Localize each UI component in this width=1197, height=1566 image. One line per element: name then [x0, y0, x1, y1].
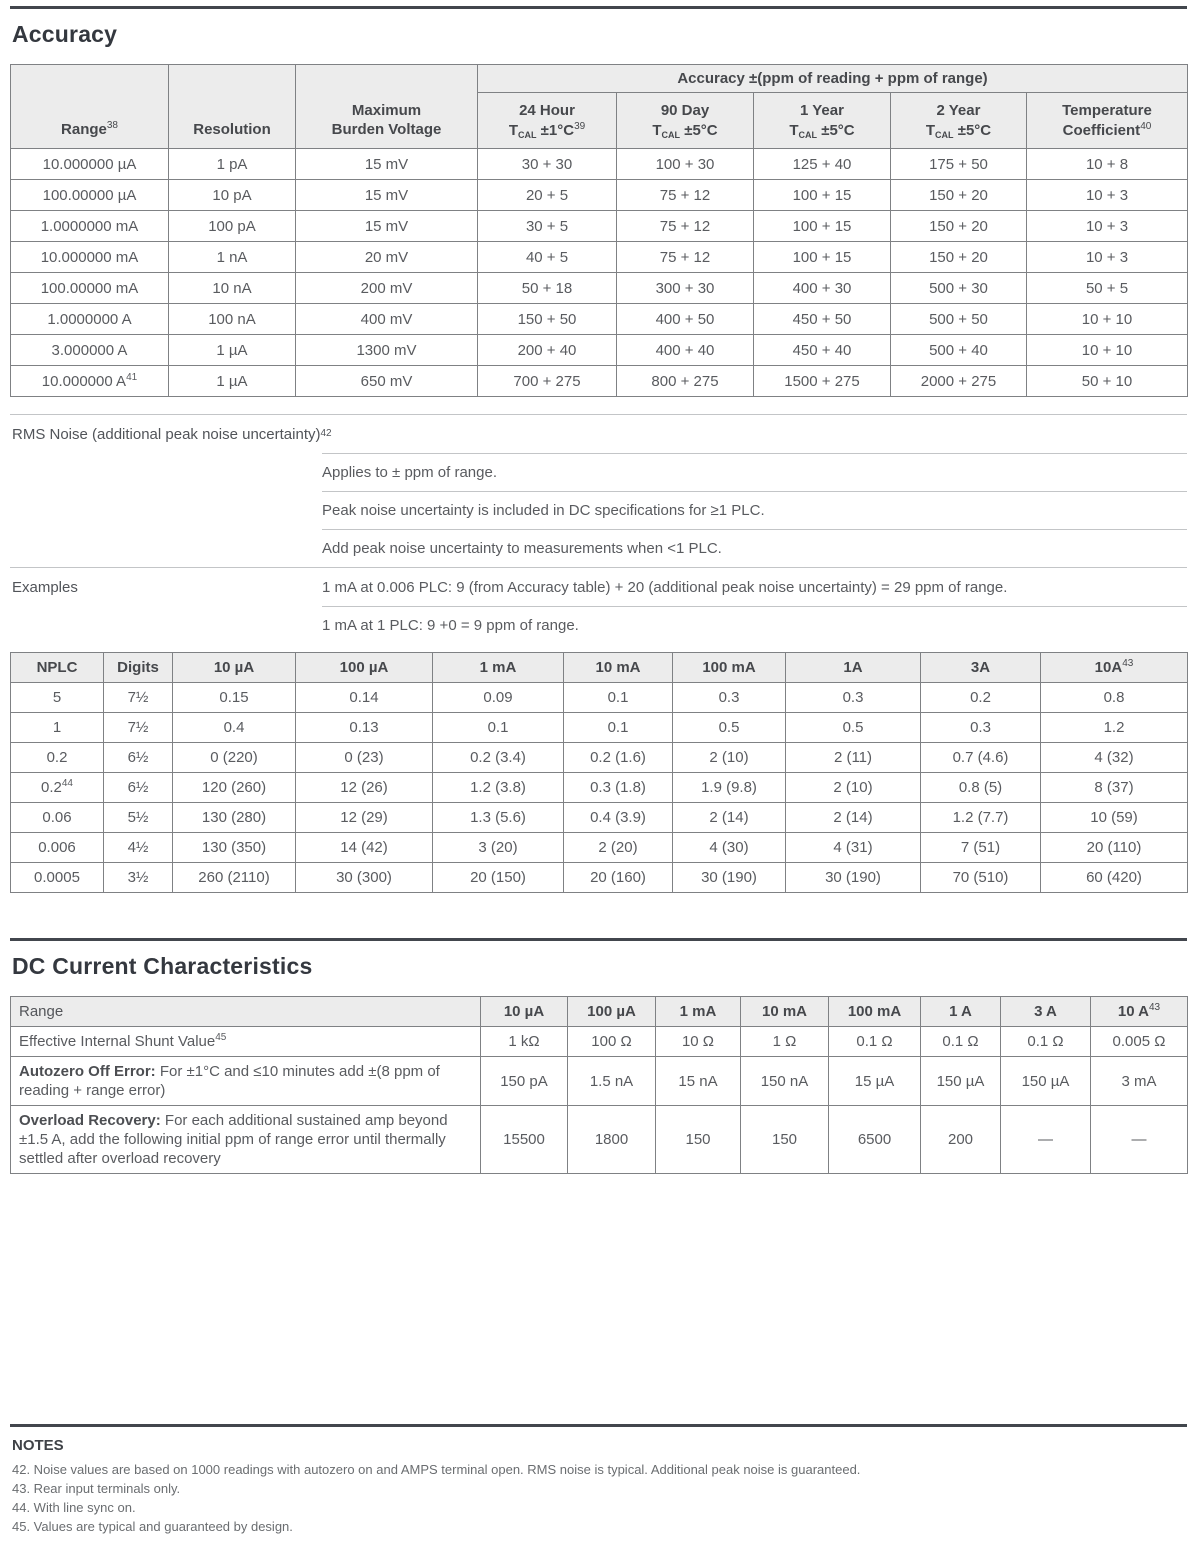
rms-noise-section	[10, 414, 1187, 644]
table-cell: 0.8	[1041, 683, 1188, 713]
table-cell: 150	[656, 1106, 741, 1174]
examples-label	[10, 606, 322, 644]
table-cell: 0.2 (1.6)	[564, 743, 673, 773]
table-cell: 15 µA	[829, 1057, 921, 1106]
table-cell: 3.000000 A	[11, 335, 169, 366]
table-cell: 100 Ω	[568, 1027, 656, 1057]
note-line: 44. With line sync on.	[12, 1500, 136, 1516]
table-cell: 400 mV	[296, 304, 478, 335]
table-cell: 200	[921, 1106, 1001, 1174]
table-cell: 2 (14)	[673, 803, 786, 833]
table-cell: 5	[11, 683, 104, 713]
table-cell: 500 + 50	[891, 304, 1027, 335]
column-header: 100 µA	[296, 653, 433, 683]
rms-row-label	[10, 491, 322, 529]
table-cell: 0.1	[564, 683, 673, 713]
table-cell: 8 (37)	[1041, 773, 1188, 803]
table-cell: 500 + 40	[891, 335, 1027, 366]
table-cell: 150 µA	[921, 1057, 1001, 1106]
table-cell: 150	[741, 1106, 829, 1174]
column-header: 2 Year $T_{CAL} \pm 5^\circ C$	[891, 93, 1027, 149]
table-cell: 0 (220)	[173, 743, 296, 773]
table-cell: 260 (2110)	[173, 863, 296, 893]
rms-row-text: Add peak noise uncertainty to measurements when <1 PLC.	[322, 529, 1187, 567]
example-text: 1 mA at 0.006 PLC: 9 (from Accuracy table) + 20 (additional peak noise uncertainty) = 29 ppm of range.	[322, 578, 1008, 596]
table-cell: 2 (20)	[564, 833, 673, 863]
table-cell: 12 (26)	[296, 773, 433, 803]
table-row	[11, 242, 1188, 273]
table-cell: 10 + 10	[1027, 335, 1188, 366]
table-cell: 150 + 50	[478, 304, 617, 335]
table-row	[11, 180, 1188, 211]
table-cell: 0.06	[11, 803, 104, 833]
table-row	[11, 335, 1188, 366]
table-cell: 4 (31)	[786, 833, 921, 863]
table-cell: 10 (59)	[1041, 803, 1188, 833]
table-cell: 100 + 30	[617, 149, 754, 180]
table-cell: 400 + 30	[754, 273, 891, 304]
table-cell: 700 + 275	[478, 366, 617, 397]
table-cell: 10 + 8	[1027, 149, 1188, 180]
examples-row	[10, 606, 1187, 644]
table-cell: 1 pA	[169, 149, 296, 180]
dc-section-title: DC Current Characteristics	[12, 953, 313, 979]
table-cell: 70 (510)	[921, 863, 1041, 893]
table-cell: 650 mV	[296, 366, 478, 397]
table-cell: 10 pA	[169, 180, 296, 211]
table-cell: 15500	[481, 1106, 568, 1174]
table-cell: 30 (190)	[786, 863, 921, 893]
table-cell: 0.1 Ω	[829, 1027, 921, 1057]
note-line: 42. Noise values are based on 1000 readings with autozero on and AMPS terminal open. RMS noise is typical. Additional peak noise is guaranteed.	[12, 1462, 861, 1478]
table-cell: 0.2	[11, 743, 104, 773]
table-cell: 150 + 20	[891, 242, 1027, 273]
table-row	[11, 1027, 1188, 1057]
table-cell: 150 + 20	[891, 211, 1027, 242]
column-header: 10 $A^{43}$	[1091, 997, 1188, 1027]
accuracy-table-body	[11, 149, 1188, 397]
table-cell: 2 (14)	[786, 803, 921, 833]
table-cell: 300 + 30	[617, 273, 754, 304]
table-cell: 50 + 5	[1027, 273, 1188, 304]
table-cell: 100.00000 mA	[11, 273, 169, 304]
column-header: Range	[11, 997, 481, 1027]
column-header: 10 mA	[564, 653, 673, 683]
table-cell: 0.13	[296, 713, 433, 743]
table-cell: 20 (150)	[433, 863, 564, 893]
table-cell: 15 mV	[296, 180, 478, 211]
table-cell: 0.1	[433, 713, 564, 743]
table-cell: 3 (20)	[433, 833, 564, 863]
table-cell: 100 + 15	[754, 242, 891, 273]
table-cell: 3½	[104, 863, 173, 893]
table-row	[11, 713, 1188, 743]
table-cell: 20 + 5	[478, 180, 617, 211]
table-cell: 1.5 nA	[568, 1057, 656, 1106]
table-cell: 100 nA	[169, 304, 296, 335]
section-divider	[10, 6, 1187, 9]
table-cell: 10 + 10	[1027, 304, 1188, 335]
table-cell: 10.000000 mA	[11, 242, 169, 273]
column-header: 3A	[921, 653, 1041, 683]
table-row	[11, 773, 1188, 803]
datasheet-page	[0, 6, 1197, 1536]
table-header-row	[11, 653, 1188, 683]
table-cell: 60 (420)	[1041, 863, 1188, 893]
table-row	[11, 1057, 1188, 1106]
table-row	[11, 304, 1188, 335]
table-cell: 7½	[104, 683, 173, 713]
table-cell: 100.00000 µA	[11, 180, 169, 211]
table-cell: 100 + 15	[754, 211, 891, 242]
table-cell: 10 Ω	[656, 1027, 741, 1057]
table-cell: Effective Internal Shunt Value$^{45}$	[11, 1027, 481, 1057]
rms-row-label	[10, 529, 322, 567]
table-cell: 6500	[829, 1106, 921, 1174]
table-cell: 75 + 12	[617, 211, 754, 242]
table-cell: 10.000000 $A^{41}$	[11, 366, 169, 397]
accuracy-table	[10, 64, 1188, 397]
table-cell: 1 µA	[169, 366, 296, 397]
table-cell: 0.15	[173, 683, 296, 713]
table-cell: 1.2	[1041, 713, 1188, 743]
examples-row	[10, 567, 1187, 606]
table-cell: 800 + 275	[617, 366, 754, 397]
rms-noise-title-row	[10, 414, 1187, 453]
table-cell: 1.2 (7.7)	[921, 803, 1041, 833]
rms-row-label	[10, 453, 322, 491]
table-cell: 1 nA	[169, 242, 296, 273]
table-cell: 30 + 30	[478, 149, 617, 180]
table-cell: 15 nA	[656, 1057, 741, 1106]
notes-title: NOTES	[12, 1437, 64, 1455]
table-cell: 175 + 50	[891, 149, 1027, 180]
table-cell: 50 + 18	[478, 273, 617, 304]
table-cell: 0.006	[11, 833, 104, 863]
table-cell: 12 (29)	[296, 803, 433, 833]
table-cell: 120 (260)	[173, 773, 296, 803]
table-cell: 10 + 3	[1027, 242, 1188, 273]
dc-current-table	[10, 996, 1188, 1174]
nplc-noise-table	[10, 652, 1188, 893]
table-cell: 10 + 3	[1027, 211, 1188, 242]
rms-row-text: Applies to ± ppm of range.	[322, 453, 1187, 491]
table-cell: Overload Recovery: For each additional sustained amp beyond ±1.5 A, add the following initial ppm of range error until thermally settled after overload recovery	[11, 1106, 481, 1174]
table-cell: 0.1 Ω	[1001, 1027, 1091, 1057]
note-line: 45. Values are typical and guaranteed by design.	[12, 1519, 293, 1535]
table-cell: 150 pA	[481, 1057, 568, 1106]
table-cell: 7 (51)	[921, 833, 1041, 863]
table-row	[11, 743, 1188, 773]
table-cell: 20 (110)	[1041, 833, 1188, 863]
dc-table-body	[11, 1027, 1188, 1174]
table-cell: 200 + 40	[478, 335, 617, 366]
table-cell: 4 (32)	[1041, 743, 1188, 773]
table-cell: 0.14	[296, 683, 433, 713]
table-cell: 400 + 40	[617, 335, 754, 366]
table-cell: 4½	[104, 833, 173, 863]
table-cell: 0.3	[921, 713, 1041, 743]
section-divider	[10, 1424, 1187, 1427]
table-cell: 14 (42)	[296, 833, 433, 863]
column-header: 1A	[786, 653, 921, 683]
table-cell: 1.9 (9.8)	[673, 773, 786, 803]
table-cell: 0.8 (5)	[921, 773, 1041, 803]
table-cell: 0 (23)	[296, 743, 433, 773]
column-header: 1 mA	[433, 653, 564, 683]
table-cell: 6½	[104, 773, 173, 803]
table-cell: 0.1	[564, 713, 673, 743]
column-header: $10A^{43}$	[1041, 653, 1188, 683]
table-cell: 2 (10)	[673, 743, 786, 773]
table-cell: 5½	[104, 803, 173, 833]
table-cell: 0.3	[786, 683, 921, 713]
table-cell: 0.5	[786, 713, 921, 743]
table-cell: 130 (350)	[173, 833, 296, 863]
table-cell: 0.4	[173, 713, 296, 743]
column-header: Maximum Burden Voltage	[296, 65, 478, 149]
table-cell: 10.000000 µA	[11, 149, 169, 180]
table-header-row	[11, 65, 1188, 93]
table-row	[11, 1106, 1188, 1174]
column-group-header: Accuracy ±(ppm of reading + ppm of range)	[478, 65, 1188, 93]
table-cell: 0.3	[673, 683, 786, 713]
table-cell: 20 (160)	[564, 863, 673, 893]
table-cell: 500 + 30	[891, 273, 1027, 304]
table-cell: —	[1091, 1106, 1188, 1174]
section-divider	[10, 938, 1187, 941]
table-cell: 1	[11, 713, 104, 743]
table-cell: 30 (190)	[673, 863, 786, 893]
column-header: NPLC	[11, 653, 104, 683]
table-cell: 450 + 40	[754, 335, 891, 366]
table-cell: 150 nA	[741, 1057, 829, 1106]
table-row	[11, 863, 1188, 893]
column-header: 1 mA	[656, 997, 741, 1027]
table-cell: 1300 mV	[296, 335, 478, 366]
table-cell: 30 (300)	[296, 863, 433, 893]
notes-list	[12, 1460, 1187, 1536]
table-cell: 1.0000000 mA	[11, 211, 169, 242]
table-cell: 20 mV	[296, 242, 478, 273]
column-header: Digits	[104, 653, 173, 683]
table-cell: 1 kΩ	[481, 1027, 568, 1057]
table-cell: 75 + 12	[617, 180, 754, 211]
table-cell: Autozero Off Error: For ±1°C and ≤10 minutes add ±(8 ppm of reading + range error)	[11, 1057, 481, 1106]
table-cell: 1800	[568, 1106, 656, 1174]
column-header: 10 µA	[481, 997, 568, 1027]
column-header: 1 A	[921, 997, 1001, 1027]
table-cell: 1500 + 275	[754, 366, 891, 397]
nplc-table-body	[11, 683, 1188, 893]
rms-noise-row	[10, 529, 1187, 567]
table-cell: 100 pA	[169, 211, 296, 242]
column-header: 90 Day $T_{CAL} \pm 5^\circ C$	[617, 93, 754, 149]
examples-label: Examples	[12, 578, 78, 596]
table-cell: 10 + 3	[1027, 180, 1188, 211]
table-cell: 30 + 5	[478, 211, 617, 242]
column-header: 10 mA	[741, 997, 829, 1027]
table-cell: 1.0000000 A	[11, 304, 169, 335]
table-cell: 0.005 Ω	[1091, 1027, 1188, 1057]
table-cell: 50 + 10	[1027, 366, 1188, 397]
table-cell: 1 Ω	[741, 1027, 829, 1057]
table-header-row	[11, 997, 1188, 1027]
column-header: 1 Year $T_{CAL} \pm 5^\circ C$	[754, 93, 891, 149]
rms-noise-row	[10, 453, 1187, 491]
example-text: 1 mA at 1 PLC: 9 +0 = 9 ppm of range.	[322, 606, 1187, 644]
table-cell: 200 mV	[296, 273, 478, 304]
table-cell: 3 mA	[1091, 1057, 1188, 1106]
table-cell: 1 µA	[169, 335, 296, 366]
rms-noise-row	[10, 491, 1187, 529]
table-cell: 15 mV	[296, 211, 478, 242]
table-cell: 0.2	[921, 683, 1041, 713]
table-row	[11, 211, 1188, 242]
table-row	[11, 149, 1188, 180]
table-cell: 150 + 20	[891, 180, 1027, 211]
column-header: 24 Hour $T_{CAL} \pm 1^\circ C^{39}$	[478, 93, 617, 149]
table-cell: 2 (10)	[786, 773, 921, 803]
table-cell: 6½	[104, 743, 173, 773]
table-cell: 130 (280)	[173, 803, 296, 833]
table-row	[11, 683, 1188, 713]
table-cell: 0.4 (3.9)	[564, 803, 673, 833]
table-cell: 150 µA	[1001, 1057, 1091, 1106]
table-cell: 15 mV	[296, 149, 478, 180]
rms-row-text: Peak noise uncertainty is included in DC specifications for ≥1 PLC.	[322, 491, 1187, 529]
column-header: 100 mA	[829, 997, 921, 1027]
table-row	[11, 366, 1188, 397]
column-header: Resolution	[169, 65, 296, 149]
table-cell: 0.2 (3.4)	[433, 743, 564, 773]
table-cell: —	[1001, 1106, 1091, 1174]
table-cell: 450 + 50	[754, 304, 891, 335]
column-header: 3 A	[1001, 997, 1091, 1027]
table-row	[11, 833, 1188, 863]
table-cell: 0.7 (4.6)	[921, 743, 1041, 773]
table-cell: 400 + 50	[617, 304, 754, 335]
table-cell: 10 nA	[169, 273, 296, 304]
table-cell: 4 (30)	[673, 833, 786, 863]
table-cell: 0.3 (1.8)	[564, 773, 673, 803]
table-cell: 7½	[104, 713, 173, 743]
column-header: 100 µA	[568, 997, 656, 1027]
table-cell: 2 (11)	[786, 743, 921, 773]
column-header: Temperature Coefficient$^{40}$	[1027, 93, 1188, 149]
table-cell: 1.3 (5.6)	[433, 803, 564, 833]
table-row	[11, 273, 1188, 304]
table-cell: $0.2^{44}$	[11, 773, 104, 803]
table-cell: 125 + 40	[754, 149, 891, 180]
table-cell: 1.2 (3.8)	[433, 773, 564, 803]
table-cell: 75 + 12	[617, 242, 754, 273]
table-cell: 2000 + 275	[891, 366, 1027, 397]
column-header: Range$^{38}$	[11, 65, 169, 149]
table-cell: 0.0005	[11, 863, 104, 893]
table-cell: 0.1 Ω	[921, 1027, 1001, 1057]
table-cell: 40 + 5	[478, 242, 617, 273]
table-cell: 0.09	[433, 683, 564, 713]
table-cell: 100 + 15	[754, 180, 891, 211]
column-header: 100 mA	[673, 653, 786, 683]
table-cell: 0.5	[673, 713, 786, 743]
table-row	[11, 803, 1188, 833]
column-header: 10 µA	[173, 653, 296, 683]
page-title: Accuracy	[12, 21, 118, 47]
note-line: 43. Rear input terminals only.	[12, 1481, 181, 1497]
rms-noise-title: RMS Noise (additional peak noise uncertainty) 42	[12, 425, 332, 443]
